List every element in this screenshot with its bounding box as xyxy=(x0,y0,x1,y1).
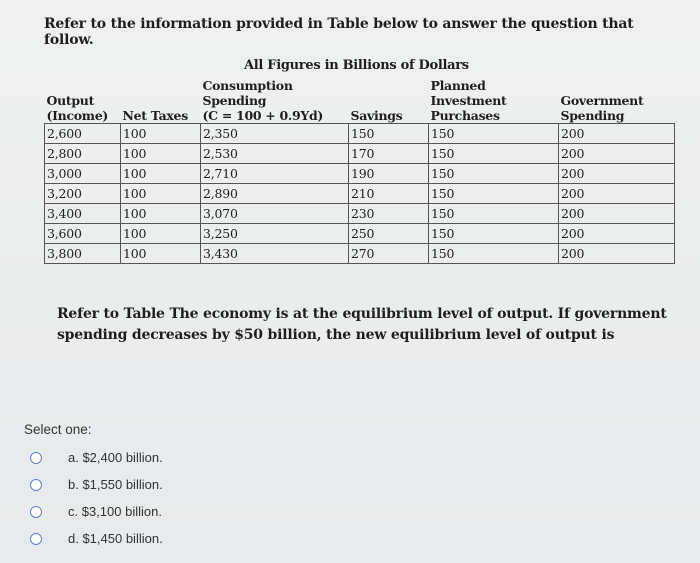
header-government-spending: Government Spending xyxy=(559,78,675,124)
table-row xyxy=(45,144,675,164)
table-cell: 3,000 xyxy=(45,164,121,184)
radio-button[interactable] xyxy=(30,506,42,518)
table-cell: 150 xyxy=(429,144,559,164)
table-cell: 100 xyxy=(121,164,201,184)
option-c[interactable] xyxy=(30,498,163,525)
option-a[interactable] xyxy=(30,444,163,471)
table-cell: 200 xyxy=(559,224,675,244)
table-cell: 2,350 xyxy=(201,124,349,144)
table-row xyxy=(45,244,675,264)
table-cell: 150 xyxy=(429,204,559,224)
table-cell: 250 xyxy=(349,224,429,244)
table-cell: 170 xyxy=(349,144,429,164)
table-row xyxy=(45,164,675,184)
table-cell: 200 xyxy=(559,144,675,164)
answer-options xyxy=(30,444,163,552)
table-cell: 3,400 xyxy=(45,204,121,224)
table-cell: 200 xyxy=(559,244,675,264)
table-cell: 100 xyxy=(121,224,201,244)
option-label: d. $1,450 billion. xyxy=(68,531,163,546)
table-cell: 200 xyxy=(559,204,675,224)
table-cell: 3,430 xyxy=(201,244,349,264)
table-cell: 150 xyxy=(429,124,559,144)
header-net-taxes: Net Taxes xyxy=(121,78,201,124)
header-planned-investment: Planned Investment Purchases xyxy=(429,78,559,124)
option-label: c. $3,100 billion. xyxy=(68,504,162,519)
table-cell: 100 xyxy=(121,244,201,264)
table-caption: All Figures in Billions of Dollars xyxy=(244,58,469,73)
table-cell: 190 xyxy=(349,164,429,184)
table-row xyxy=(45,224,675,244)
table-row xyxy=(45,184,675,204)
question-text: Refer to Table The economy is at the equilibrium level of output. If government spending decreases by $50 billion, the new equilibrium level of output is xyxy=(57,306,667,343)
table-cell: 2,800 xyxy=(45,144,121,164)
table-cell: 200 xyxy=(559,184,675,204)
table-cell: 200 xyxy=(559,124,675,144)
option-b[interactable] xyxy=(30,471,163,498)
radio-button[interactable] xyxy=(30,479,42,491)
radio-button[interactable] xyxy=(30,452,42,464)
select-one-label: Select one: xyxy=(24,422,92,437)
radio-button[interactable] xyxy=(30,533,42,545)
table-cell: 230 xyxy=(349,204,429,224)
table-cell: 2,600 xyxy=(45,124,121,144)
table-cell: 100 xyxy=(121,184,201,204)
table-cell: 210 xyxy=(349,184,429,204)
option-label: b. $1,550 billion. xyxy=(68,477,163,492)
table-cell: 150 xyxy=(349,124,429,144)
table-cell: 150 xyxy=(429,184,559,204)
table-cell: 2,710 xyxy=(201,164,349,184)
header-savings: Savings xyxy=(349,78,429,124)
table-cell: 100 xyxy=(121,204,201,224)
table-cell: 3,200 xyxy=(45,184,121,204)
intro-text: Refer to the information provided in Table below to answer the question that follow. xyxy=(44,16,634,48)
header-output: Output (Income) xyxy=(45,78,121,124)
table-cell: 3,070 xyxy=(201,204,349,224)
table-cell: 2,890 xyxy=(201,184,349,204)
option-label: a. $2,400 billion. xyxy=(68,450,163,465)
table-row xyxy=(45,204,675,224)
table-cell: 3,600 xyxy=(45,224,121,244)
option-d[interactable] xyxy=(30,525,163,552)
header-consumption: Consumption Spending (C = 100 + 0.9Yd) xyxy=(201,78,349,124)
table-cell: 3,800 xyxy=(45,244,121,264)
table-row xyxy=(45,124,675,144)
table-cell: 3,250 xyxy=(201,224,349,244)
table-cell: 150 xyxy=(429,164,559,184)
table-cell: 270 xyxy=(349,244,429,264)
data-table xyxy=(44,78,675,264)
table-cell: 2,530 xyxy=(201,144,349,164)
table-cell: 100 xyxy=(121,124,201,144)
table-cell: 200 xyxy=(559,164,675,184)
table-cell: 150 xyxy=(429,224,559,244)
table-cell: 150 xyxy=(429,244,559,264)
table-cell: 100 xyxy=(121,144,201,164)
